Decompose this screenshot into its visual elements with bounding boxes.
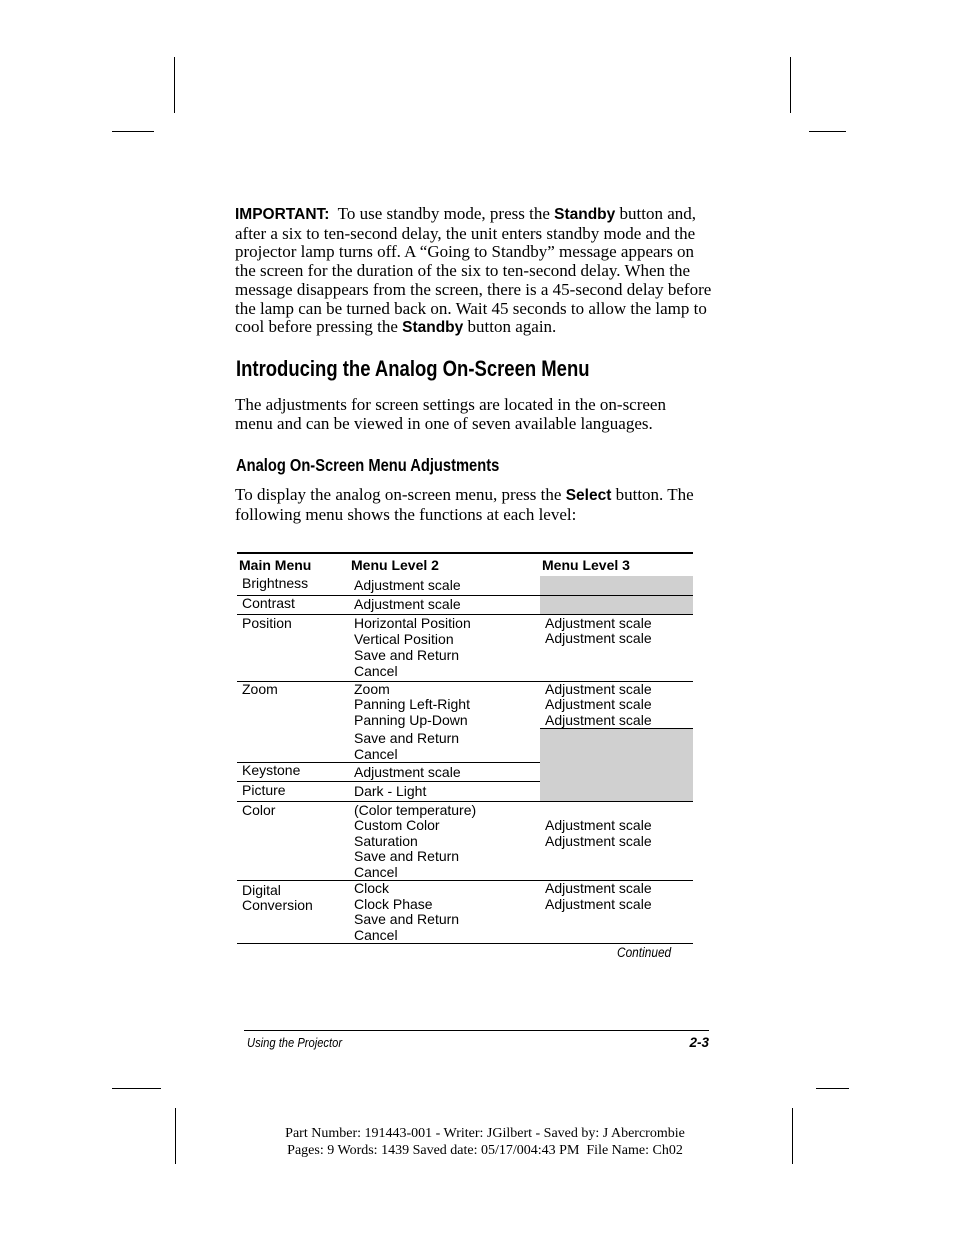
main-menu-position: Position — [242, 615, 292, 631]
main-menu-color: Color — [242, 802, 276, 818]
level3-item: Adjustment scale — [545, 681, 652, 697]
crop-mark-bottom-left-vertical — [175, 1108, 176, 1164]
level2-item: Horizontal Position — [354, 615, 471, 631]
level2-item: Saturation — [354, 833, 418, 849]
level3-item: Adjustment scale — [545, 696, 652, 712]
level2-item: Save and Return — [354, 848, 460, 864]
shaded-cell-zoom-keystone-picture — [540, 729, 693, 801]
level2-item: (Color temperature) — [354, 802, 477, 818]
crop-mark-top-right-horizontal — [809, 131, 846, 132]
level2-item: Adjustment scale — [354, 577, 461, 593]
main-menu-keystone: Keystone — [242, 762, 301, 778]
crop-mark-bottom-right-horizontal — [816, 1088, 849, 1089]
metadata-line-2: Pages: 9 Words: 1439 Saved date: 05/17/004:43 PM File Name: Ch02 — [287, 1142, 683, 1158]
level3-item: Adjustment scale — [545, 817, 652, 833]
crop-mark-top-left-horizontal — [112, 131, 154, 132]
main-menu-digital-conversion-line2: Conversion — [242, 897, 313, 913]
main-menu-picture: Picture — [242, 782, 286, 798]
level2-item: Custom Color — [354, 817, 440, 833]
level2-item: Save and Return — [354, 911, 460, 927]
footer-rule — [244, 1030, 709, 1031]
subsection-text-2: button. The following menu shows the functions at each level: — [235, 485, 694, 524]
section-heading: Introducing the Analog On-Screen Menu — [236, 356, 590, 381]
level2-item: Panning Up-Down — [354, 712, 468, 728]
level3-item: Adjustment scale — [545, 896, 652, 912]
metadata-line-1: Part Number: 191443-001 - Writer: JGilbert - Saved by: J Abercrombie — [285, 1126, 685, 1141]
level3-item: Adjustment scale — [545, 833, 652, 849]
main-menu-contrast: Contrast — [242, 595, 295, 611]
document-metadata — [270, 1126, 700, 1159]
standby-button-ref-1: Standby — [554, 206, 616, 223]
crop-mark-bottom-left-horizontal — [112, 1088, 161, 1089]
level2-item: Save and Return — [354, 647, 460, 663]
footer-page-number: 2-3 — [689, 1035, 709, 1050]
header-main-menu: Main Menu — [239, 557, 312, 573]
level3-item: Adjustment scale — [545, 712, 652, 728]
level2-item: Panning Left-Right — [354, 696, 470, 712]
important-text-2: button and, after a six to ten-second delay, the unit enters standby mode and the projector lamp turns off. A “Going to Standby” message appears on the screen for the duration of the six to ten-second delay. When the message disappears from the screen, there is a 45-second delay before the lamp can be turned back on. Wait 45 seconds to allow the lamp to cool before pressing the — [235, 204, 712, 337]
main-menu-zoom: Zoom — [242, 681, 278, 697]
level3-item: Adjustment scale — [545, 880, 652, 896]
header-menu-level-3: Menu Level 3 — [542, 557, 630, 573]
level2-item: Clock — [354, 880, 390, 896]
important-label: IMPORTANT: — [235, 206, 330, 223]
level2-item: Dark - Light — [354, 783, 427, 799]
level2-item: Save and Return — [354, 730, 460, 746]
main-menu-digital-conversion: Digital — [242, 882, 281, 898]
level3-item: Adjustment scale — [545, 615, 652, 631]
subsection-text-1: To display the analog on-screen menu, press the — [235, 485, 562, 504]
crop-mark-top-right-vertical — [790, 57, 791, 113]
crop-mark-top-left-vertical — [174, 57, 175, 113]
subsection-heading: Analog On-Screen Menu Adjustments — [236, 455, 500, 475]
level2-item: Vertical Position — [354, 631, 454, 647]
table-bottom-rule — [237, 943, 693, 944]
important-text-1: To use standby mode, press the — [337, 204, 550, 223]
row-rule — [237, 595, 693, 596]
select-button-ref: Select — [565, 487, 612, 504]
footer-chapter-title: Using the Projector — [247, 1035, 343, 1050]
crop-mark-bottom-right-vertical — [792, 1108, 793, 1164]
menu-table — [237, 552, 693, 944]
header-menu-level-2: Menu Level 2 — [351, 557, 439, 573]
important-note — [235, 205, 715, 338]
level2-item: Adjustment scale — [354, 764, 461, 780]
level2-item: Zoom — [354, 681, 390, 697]
level2-item: Adjustment scale — [354, 596, 461, 612]
level3-item: Adjustment scale — [545, 630, 652, 646]
level2-item: Cancel — [354, 864, 398, 880]
subsection-intro — [235, 486, 695, 524]
important-text-3: button again. — [467, 317, 557, 337]
level2-item: Cancel — [354, 927, 398, 943]
level2-item: Clock Phase — [354, 896, 433, 912]
level2-item: Cancel — [354, 663, 398, 679]
standby-button-ref-2: Standby — [402, 319, 464, 337]
level2-item: Cancel — [354, 746, 398, 762]
table-top-rule — [237, 552, 693, 554]
section-intro: The adjustments for screen settings are located in the on-screen menu and can be viewed in one of seven available languages. — [235, 395, 666, 433]
main-menu-brightness: Brightness — [242, 575, 309, 591]
continued-label: Continued — [617, 945, 672, 960]
